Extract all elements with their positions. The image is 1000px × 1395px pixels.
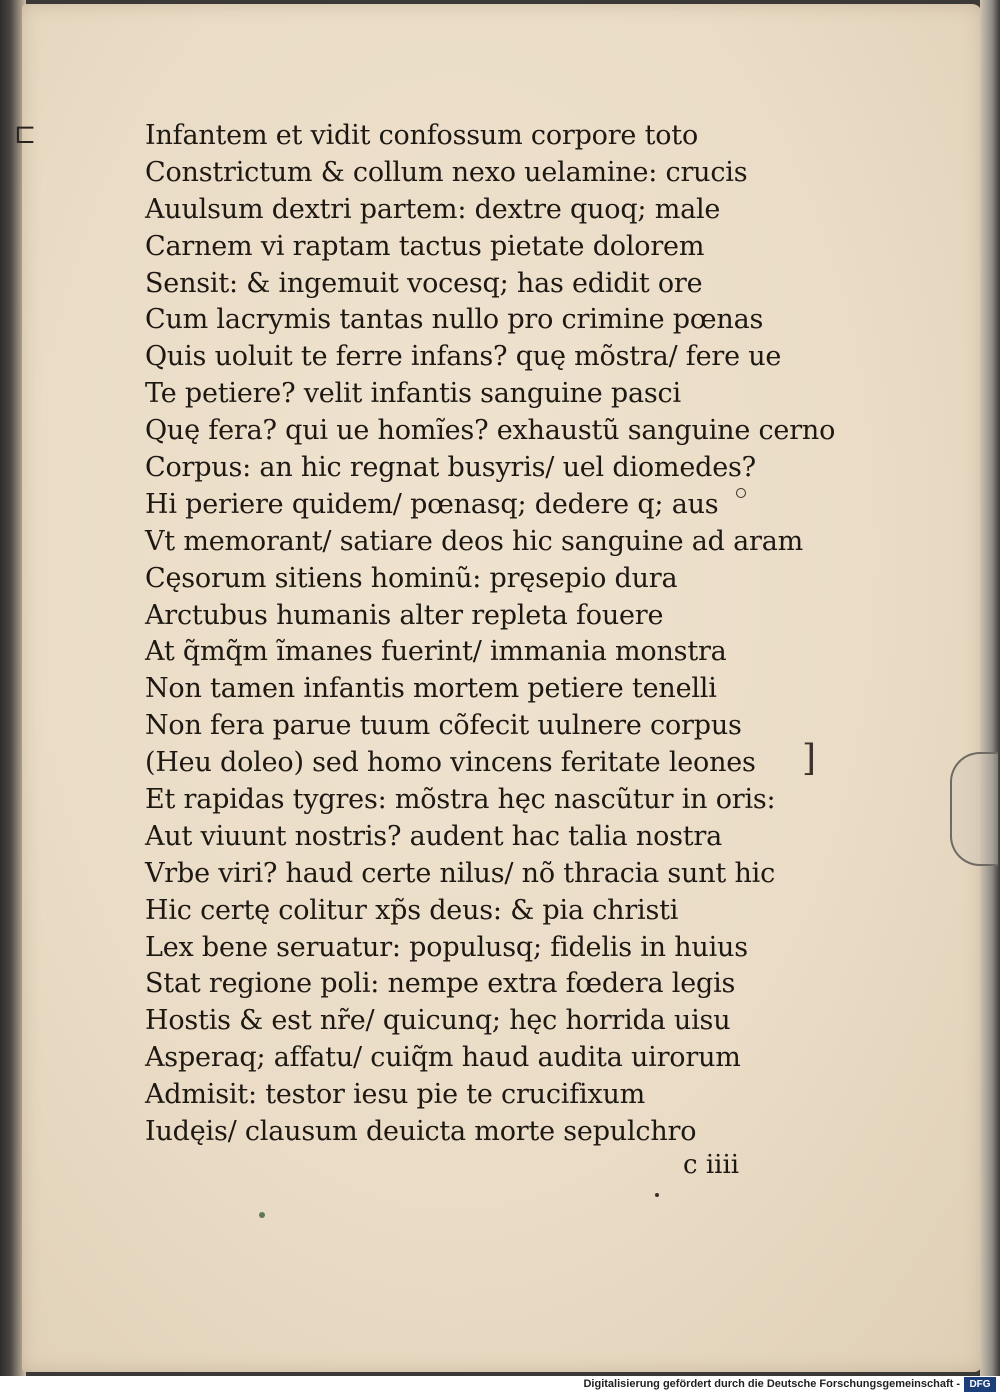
- text-line: Vt memorant/ satiare deos hic sanguine ad aram: [145, 525, 804, 557]
- text-line: Quis uoluit te ferre infans? quę mõstra/ fere ue: [145, 341, 782, 373]
- text-line: Lex bene seruatur: populusq; fidelis in huius: [145, 931, 748, 963]
- margin-bracket: ]: [802, 738, 817, 779]
- ink-speck: [736, 488, 746, 498]
- text-line: Sensit: & ingemuit vocesq; has edidit ore: [145, 267, 703, 299]
- text-line: At q̃mq̃m ĩmanes fuerint/ immania monstra: [145, 636, 727, 668]
- footer-bar: [0, 1376, 1000, 1395]
- text-line: Hi periere quidem/ pœnasq; dedere q; aus: [145, 488, 719, 520]
- page-tab: [950, 752, 998, 866]
- text-line: Constrictum & collum nexo uelamine: crucis: [145, 156, 748, 188]
- text-line: Vrbe viri? haud certe nilus/ nõ thracia sunt hic: [145, 857, 776, 889]
- ink-speck: [655, 1193, 659, 1197]
- text-line: Auulsum dextri partem: dextre quoq; male: [145, 193, 721, 225]
- dfg-logo-icon: DFG: [964, 1377, 996, 1392]
- text-line: Admisit: testor iesu pie te crucifixum: [145, 1079, 646, 1111]
- text-line: (Heu doleo) sed homo vincens feritate leones: [145, 747, 756, 779]
- text-line: Te petiere? velit infantis sanguine pasci: [145, 378, 681, 410]
- page-edge: [980, 0, 1000, 1376]
- text-line: Non fera parue tuum cõfecit uulnere corpus: [145, 710, 742, 742]
- text-line: Arctubus humanis alter repleta fouere: [145, 599, 664, 631]
- text-line: Infantem et vidit confossum corpore toto: [145, 120, 699, 151]
- text-line: Cum lacrymis tantas nullo pro crimine pœnas: [145, 304, 764, 336]
- footer-credit: Digitalisierung gefördert durch die Deutsche Forschungsgemeinschaft -: [583, 1378, 960, 1390]
- signature-mark: c iiii: [683, 1150, 740, 1180]
- text-line: Hostis & est nr̃e/ quicunq; hęc horrida uisu: [145, 1005, 731, 1037]
- text-block: [145, 118, 836, 1151]
- text-line: Hic certę colitur xp̃s deus: & pia christi: [145, 894, 679, 926]
- text-line: Quę fera? qui ue homĩes? exhaustũ sanguine cerno: [145, 415, 836, 447]
- text-line: Cęsorum sitiens hominũ: pręsepio dura: [145, 562, 678, 594]
- text-line: Stat regione poli: nempe extra fœdera legis: [145, 968, 736, 1000]
- text-line: Carnem vi raptam tactus pietate dolorem: [145, 230, 705, 262]
- text-line: Et rapidas tygres: mõstra hęc nascũtur in oris:: [145, 784, 776, 816]
- text-line: Non tamen infantis mortem petiere tenelli: [145, 673, 717, 705]
- margin-mark: ⊏: [14, 120, 37, 150]
- text-line: Iudęis/ clausum deuicta morte sepulchro: [145, 1116, 697, 1148]
- text-line: Aut viuunt nostris? audent hac talia nostra: [145, 820, 723, 852]
- ink-speck: [259, 1212, 265, 1218]
- text-line: Asperaq; affatu/ cuiq̃m haud audita uirorum: [145, 1042, 741, 1074]
- text-line: Corpus: an hic regnat busyris/ uel diomedes?: [145, 452, 756, 484]
